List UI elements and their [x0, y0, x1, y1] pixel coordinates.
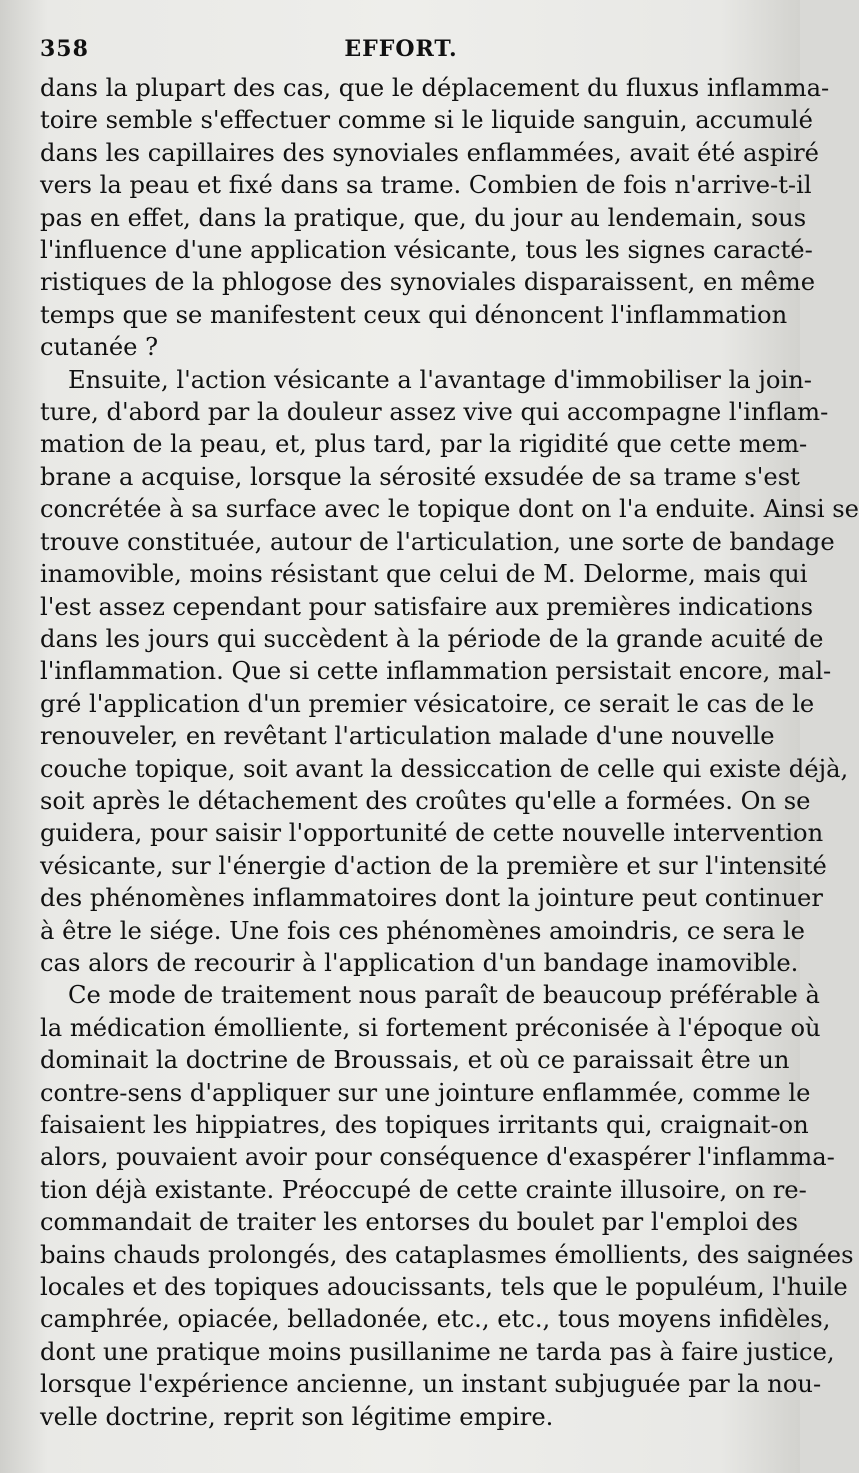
text-line: inamovible, moins résistant que celui de M. Delorme, mais qui	[40, 560, 808, 589]
text-line: la médication émolliente, si fortement préconisée à l'époque où	[40, 1013, 821, 1042]
text-line: dans les jours qui succèdent à la période de la grande acuité de	[40, 624, 824, 653]
text-line: des phénomènes inflammatoires dont la jointure peut continuer	[40, 884, 823, 913]
text-line: toire semble s'effectuer comme si le liquide sanguin, accumulé	[40, 106, 813, 135]
text-line: cutanée ?	[40, 333, 159, 362]
text-line: vers la peau et fixé dans sa trame. Combien de fois n'arrive-t-il	[40, 171, 812, 200]
text-line: à être le siége. Une fois ces phénomènes amoindris, ce sera le	[40, 916, 805, 945]
text-line: pas en effet, dans la pratique, que, du jour au lendemain, sous	[40, 203, 807, 232]
text-line: dans les capillaires des synoviales enflammées, avait été aspiré	[40, 138, 819, 167]
paragraph	[40, 72, 830, 364]
text-line: dans la plupart des cas, que le déplacement du fluxus inflamma-	[40, 74, 830, 102]
text-line: bains chauds prolongés, des cataplasmes émollients, des saignées	[40, 1240, 854, 1269]
text-line: faisaient les hippiatres, des topiques irritants qui, craignait-on	[40, 1111, 809, 1139]
text-line: locales et des topiques adoucissants, tels que le populéum, l'huile	[40, 1273, 848, 1302]
text-line: velle doctrine, reprit son légitime empire.	[40, 1402, 554, 1431]
paragraph	[40, 364, 859, 980]
text-line: ture, d'abord par la douleur assez vive qui accompagne l'inflam-	[40, 398, 829, 427]
text-line: lorsque l'expérience ancienne, un instant subjuguée par la nou-	[40, 1370, 822, 1399]
text-line: gré l'application d'un premier vésicatoire, ce serait le cas de le	[40, 689, 815, 718]
text-line: camphrée, opiacée, belladonée, etc., etc., tous moyens infidèles,	[40, 1305, 831, 1334]
text-line: mation de la peau, et, plus tard, par la rigidité que cette mem-	[40, 430, 808, 459]
text-line: l'influence d'une application vésicante, tous les signes caracté-	[40, 236, 813, 265]
text-line: guidera, pour saisir l'opportunité de cette nouvelle intervention	[40, 819, 824, 848]
text-line: commandait de traiter les entorses du boulet par l'emploi des	[40, 1208, 798, 1237]
page-number: 358	[40, 36, 89, 62]
paragraph	[40, 979, 854, 1433]
text-line: brane a acquise, lorsque la sérosité exsudée de sa trame s'est	[40, 462, 800, 491]
running-title: EFFORT.	[344, 36, 458, 62]
text-line: soit après le détachement des croûtes qu'elle a formées. On se	[40, 786, 811, 815]
text-line: alors, pouvaient avoir pour conséquence d'exaspérer l'inflamma-	[40, 1143, 835, 1172]
text-line: Ensuite, l'action vésicante a l'avantage d'immobiliser la join-	[68, 365, 812, 394]
text-line: couche topique, soit avant la dessiccation de celle qui existe déjà,	[40, 754, 849, 783]
text-line: l'inflammation. Que si cette inflammation persistait encore, mal-	[40, 657, 832, 686]
text-line: trouve constituée, autour de l'articulation, une sorte de bandage	[40, 527, 835, 556]
text-line: temps que se manifestent ceux qui dénoncent l'inflammation	[40, 300, 788, 329]
text-line: l'est assez cependant pour satisfaire aux premières indications	[40, 592, 814, 621]
text-line: tion déjà existante. Préoccupé de cette crainte illusoire, on re-	[40, 1175, 807, 1204]
text-line: Ce mode de traitement nous paraît de beaucoup préférable à	[68, 981, 820, 1010]
text-line: contre-sens d'appliquer sur une jointure enflammée, comme le	[40, 1078, 811, 1107]
text-line: ristiques de la phlogose des synoviales disparaissent, en même	[40, 268, 816, 297]
text-line: dont une pratique moins pusillanime ne tarda pas à faire justice,	[40, 1337, 835, 1366]
text-line: dominait la doctrine de Broussais, et où ce paraissait être un	[40, 1046, 790, 1075]
text-line: vésicante, sur l'énergie d'action de la première et sur l'intensité	[40, 851, 827, 880]
text-line: cas alors de recourir à l'application d'un bandage inamovible.	[40, 948, 799, 977]
text-line: concrétée à sa surface avec le topique dont on l'a enduite. Ainsi se	[40, 495, 859, 524]
running-head	[40, 28, 762, 72]
text-line: renouveler, en revêtant l'articulation malade d'une nouvelle	[40, 722, 775, 751]
body-text	[40, 72, 859, 1433]
